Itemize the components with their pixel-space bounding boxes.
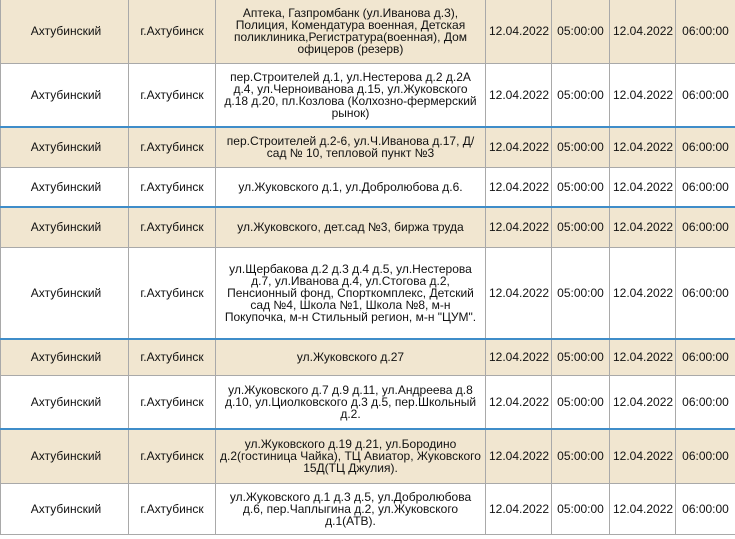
start-date-cell: 12.04.2022 xyxy=(486,375,552,429)
address-cell: пер.Строителей д.1, ул.Нестерова д.2 д.2А д.4, ул.Черноиванова д.15, ул.Жуковского д.18 д.20, пл.Козлова (Колхозно-фермерский рынок) xyxy=(216,63,486,127)
end-time-cell: 06:00:00 xyxy=(676,207,735,247)
table-row xyxy=(1,207,735,247)
end-date-cell: 12.04.2022 xyxy=(610,207,676,247)
city-cell: г.Ахтубинск xyxy=(129,483,216,534)
address-cell: ул.Щербакова д.2 д.3 д.4 д.5, ул.Нестерова д.7, ул.Иванова д.4, ул.Стогова д.2, Пенсионный фонд, Спорткомплекс, Детский сад №4, Школа №1, Школа №8, м-н Покупочка, м-н Стильный регион, м-н "ЦУМ". xyxy=(216,247,486,339)
end-time-cell: 06:00:00 xyxy=(676,127,735,167)
schedule-rows xyxy=(1,0,735,534)
table-row xyxy=(1,63,735,127)
start-time-cell: 05:00:00 xyxy=(552,375,610,429)
address-cell: ул.Жуковского д.7 д.9 д.11, ул.Андреева д.8 д.10, ул.Циолковского д.3 д.5, пер.Школьный д.2. xyxy=(216,375,486,429)
table-row xyxy=(1,167,735,207)
end-time-cell: 06:00:00 xyxy=(676,429,735,483)
end-date-cell: 12.04.2022 xyxy=(610,63,676,127)
end-time-cell: 06:00:00 xyxy=(676,63,735,127)
district-cell: Ахтубинский xyxy=(1,339,129,375)
end-date-cell: 12.04.2022 xyxy=(610,127,676,167)
start-date-cell: 12.04.2022 xyxy=(486,63,552,127)
start-time-cell: 05:00:00 xyxy=(552,127,610,167)
start-date-cell: 12.04.2022 xyxy=(486,167,552,207)
address-cell: Аптека, Газпромбанк (ул.Иванова д.3), Полиция, Комендатура военная, Детская поликлиника,Регистратура(военная), Дом офицеров (резерв) xyxy=(216,0,486,63)
district-cell: Ахтубинский xyxy=(1,247,129,339)
city-cell: г.Ахтубинск xyxy=(129,0,216,63)
start-date-cell: 12.04.2022 xyxy=(486,483,552,534)
end-date-cell: 12.04.2022 xyxy=(610,483,676,534)
address-cell: ул.Жуковского д.19 д.21, ул.Бородино д.2(гостиница Чайка), ТЦ Авиатор, Жуковского 15Д(ТЦ Джулия). xyxy=(216,429,486,483)
start-date-cell: 12.04.2022 xyxy=(486,127,552,167)
end-date-cell: 12.04.2022 xyxy=(610,375,676,429)
district-cell: Ахтубинский xyxy=(1,375,129,429)
district-cell: Ахтубинский xyxy=(1,207,129,247)
city-cell: г.Ахтубинск xyxy=(129,207,216,247)
start-time-cell: 05:00:00 xyxy=(552,0,610,63)
end-date-cell: 12.04.2022 xyxy=(610,0,676,63)
start-date-cell: 12.04.2022 xyxy=(486,207,552,247)
table-row xyxy=(1,483,735,534)
city-cell: г.Ахтубинск xyxy=(129,339,216,375)
table-row xyxy=(1,127,735,167)
end-time-cell: 06:00:00 xyxy=(676,167,735,207)
table-row xyxy=(1,0,735,63)
address-cell: ул.Жуковского д.1 д.3 д.5, ул.Добролюбова д.6, пер.Чаплыгина д.2, ул.Жуковского д.1(АТВ). xyxy=(216,483,486,534)
end-date-cell: 12.04.2022 xyxy=(610,339,676,375)
table-row xyxy=(1,375,735,429)
end-time-cell: 06:00:00 xyxy=(676,375,735,429)
city-cell: г.Ахтубинск xyxy=(129,429,216,483)
end-time-cell: 06:00:00 xyxy=(676,0,735,63)
end-date-cell: 12.04.2022 xyxy=(610,429,676,483)
end-time-cell: 06:00:00 xyxy=(676,339,735,375)
start-time-cell: 05:00:00 xyxy=(552,429,610,483)
city-cell: г.Ахтубинск xyxy=(129,247,216,339)
start-time-cell: 05:00:00 xyxy=(552,483,610,534)
address-cell: ул.Жуковского д.27 xyxy=(216,339,486,375)
address-cell: ул.Жуковского, дет.сад №3, биржа труда xyxy=(216,207,486,247)
end-date-cell: 12.04.2022 xyxy=(610,247,676,339)
end-time-cell: 06:00:00 xyxy=(676,483,735,534)
table-row xyxy=(1,429,735,483)
district-cell: Ахтубинский xyxy=(1,167,129,207)
start-date-cell: 12.04.2022 xyxy=(486,0,552,63)
end-time-cell: 06:00:00 xyxy=(676,247,735,339)
address-cell: пер.Строителей д.2-6, ул.Ч.Иванова д.17, Д/сад № 10, тепловой пункт №3 xyxy=(216,127,486,167)
start-time-cell: 05:00:00 xyxy=(552,167,610,207)
district-cell: Ахтубинский xyxy=(1,0,129,63)
district-cell: Ахтубинский xyxy=(1,63,129,127)
start-time-cell: 05:00:00 xyxy=(552,63,610,127)
start-time-cell: 05:00:00 xyxy=(552,207,610,247)
city-cell: г.Ахтубинск xyxy=(129,375,216,429)
end-date-cell: 12.04.2022 xyxy=(610,167,676,207)
district-cell: Ахтубинский xyxy=(1,127,129,167)
start-date-cell: 12.04.2022 xyxy=(486,429,552,483)
start-date-cell: 12.04.2022 xyxy=(486,339,552,375)
start-time-cell: 05:00:00 xyxy=(552,247,610,339)
district-cell: Ахтубинский xyxy=(1,429,129,483)
city-cell: г.Ахтубинск xyxy=(129,167,216,207)
table-row xyxy=(1,339,735,375)
start-time-cell: 05:00:00 xyxy=(552,339,610,375)
table-row xyxy=(1,247,735,339)
address-cell: ул.Жуковского д.1, ул.Добролюбова д.6. xyxy=(216,167,486,207)
start-date-cell: 12.04.2022 xyxy=(486,247,552,339)
district-cell: Ахтубинский xyxy=(1,483,129,534)
city-cell: г.Ахтубинск xyxy=(129,127,216,167)
city-cell: г.Ахтубинск xyxy=(129,63,216,127)
